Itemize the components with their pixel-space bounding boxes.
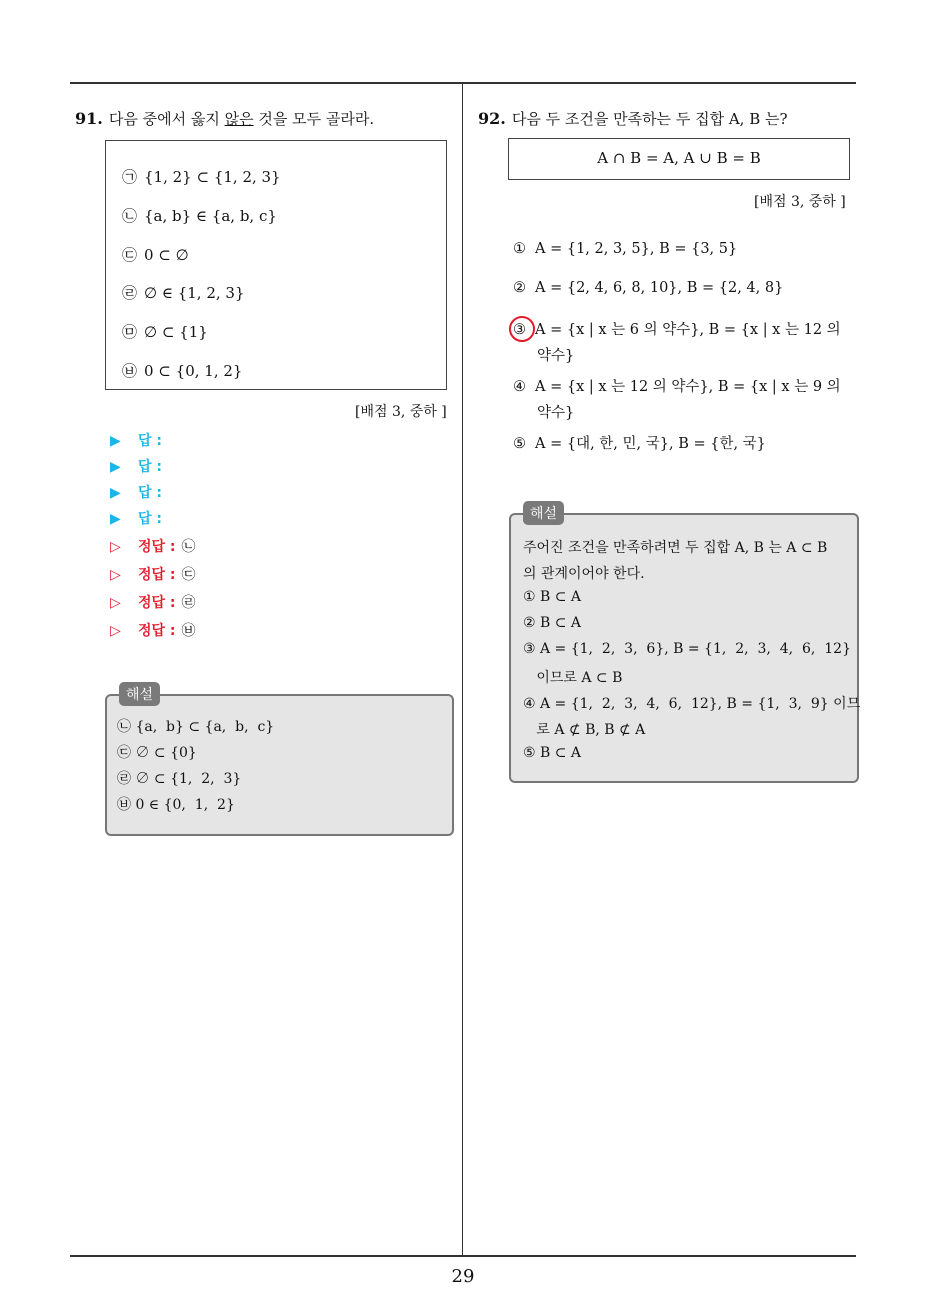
q91-solution-box — [105, 694, 454, 836]
answer-label: 답 : — [138, 433, 162, 449]
q92-prompt — [478, 108, 788, 129]
item-mark: ㉠ — [122, 168, 138, 186]
q92-solution-tag: 해설 — [523, 501, 564, 525]
q92-choice[interactable] — [513, 432, 766, 453]
selected-answer-circle-icon — [509, 316, 535, 342]
q91-items-box — [105, 140, 447, 390]
choice-mark: ⑤ — [513, 436, 526, 452]
q91-number: 91. — [75, 109, 103, 128]
solution-line: ⑤ B ⊂ A — [523, 745, 582, 761]
correct-value: ㉢ — [181, 567, 196, 583]
solution-line: 이므로 A ⊂ B — [523, 670, 623, 686]
answer-label: 답 : — [138, 459, 162, 475]
q91-prompt-before: 다음 중에서 옳지 — [108, 110, 225, 128]
choice-mark: ② — [513, 280, 526, 296]
q91-item — [122, 282, 245, 303]
item-text: {1, 2} ⊂ {1, 2, 3} — [144, 168, 281, 186]
correct-label: 정답 : — [138, 567, 176, 583]
choice-text: A = {1, 2, 3, 5}, B = {3, 5} — [535, 241, 738, 257]
answer-label: 답 : — [138, 511, 162, 527]
answer-row[interactable] — [110, 456, 168, 476]
choice-mark: ④ — [513, 379, 526, 395]
item-text: {a, b} ∈ {a, b, c} — [144, 207, 277, 225]
q92-condition: A ∩ B = A, A ∪ B = B — [597, 149, 761, 167]
bottom-rule — [70, 1255, 856, 1257]
solution-line: ② B ⊂ A — [523, 615, 582, 631]
correct-answer-row — [110, 592, 196, 612]
solution-line: ㉡ {a, b} ⊂ {a, b, c} — [117, 719, 275, 735]
item-mark: ㉥ — [122, 362, 138, 380]
q91-item — [122, 244, 189, 265]
top-rule — [70, 82, 856, 84]
q91-item — [122, 360, 242, 381]
outline-triangle-icon: ▷ — [110, 595, 121, 611]
correct-answer-row — [110, 620, 196, 640]
play-triangle-icon: ▶ — [110, 433, 121, 449]
play-triangle-icon: ▶ — [110, 485, 121, 501]
item-mark: ㉤ — [122, 323, 138, 341]
item-text: 0 ⊂ {0, 1, 2} — [144, 362, 243, 380]
q92-choice-continuation: 약수} — [537, 405, 575, 421]
q91-item — [122, 166, 281, 187]
solution-line: 주어진 조건을 만족하려면 두 집합 A, B 는 A ⊂ B — [523, 540, 828, 556]
q91-solution-tag: 해설 — [119, 682, 160, 706]
q91-prompt-underlined: 않은 — [224, 110, 254, 128]
q92-prompt-text: 다음 두 조건을 만족하는 두 집합 A, B 는? — [511, 110, 788, 128]
item-mark: ㉣ — [122, 284, 138, 302]
answer-row[interactable] — [110, 430, 168, 450]
solution-line: ① B ⊂ A — [523, 589, 582, 605]
answer-row[interactable] — [110, 508, 168, 528]
choice-text: A = {x | x 는 12 의 약수}, B = {x | x 는 9 의 — [535, 379, 841, 395]
choice-mark: ① — [513, 241, 526, 257]
q92-choice[interactable] — [513, 241, 737, 257]
q91-item — [122, 205, 277, 226]
correct-answer-row — [110, 564, 196, 584]
solution-line: 로 A ⊄ B, B ⊄ A — [523, 722, 646, 738]
outline-triangle-icon: ▷ — [110, 539, 121, 555]
q92-number: 92. — [478, 109, 506, 128]
solution-line: ④ A = {1, 2, 3, 4, 6, 12}, B = {1, 3, 9} 이므 — [523, 696, 861, 712]
play-triangle-icon: ▶ — [110, 511, 121, 527]
outline-triangle-icon: ▷ — [110, 623, 121, 639]
q92-choice[interactable] — [513, 318, 841, 339]
item-text: 0 ⊂ ∅ — [144, 246, 189, 264]
q91-prompt — [75, 108, 374, 129]
correct-label: 정답 : — [138, 595, 176, 611]
solution-line: ㉥ 0 ∈ {0, 1, 2} — [117, 797, 235, 813]
choice-mark: ③ — [513, 322, 526, 338]
q92-choice-continuation: 약수} — [537, 348, 575, 364]
page-number: 29 — [451, 1266, 475, 1287]
answer-row[interactable] — [110, 482, 168, 502]
q92-score: [배점 3, 중하 ] — [754, 194, 846, 210]
q92-condition-box — [508, 138, 850, 180]
solution-line: ③ A = {1, 2, 3, 6}, B = {1, 2, 3, 4, 6, 12} — [523, 641, 851, 657]
solution-line: 의 관계이어야 한다. — [523, 566, 645, 582]
correct-label: 정답 : — [138, 539, 176, 555]
q91-score: [배점 3, 중하 ] — [355, 404, 447, 420]
q92-choice[interactable] — [513, 375, 841, 396]
answer-label: 답 : — [138, 485, 162, 501]
play-triangle-icon: ▶ — [110, 459, 121, 475]
choice-text: A = {x | x 는 6 의 약수}, B = {x | x 는 12 의 — [535, 322, 841, 338]
q92-solution-box — [509, 513, 859, 783]
q91-prompt-after: 것을 모두 골라라. — [253, 110, 375, 128]
q91-item — [122, 321, 208, 342]
item-mark: ㉢ — [122, 246, 138, 264]
solution-line: ㉣ ∅ ⊂ {1, 2, 3} — [117, 771, 242, 787]
column-divider — [462, 84, 463, 1256]
correct-label: 정답 : — [138, 623, 176, 639]
solution-line: ㉢ ∅ ⊂ {0} — [117, 745, 197, 761]
correct-value: ㉥ — [181, 623, 196, 639]
choice-text: A = {2, 4, 6, 8, 10}, B = {2, 4, 8} — [535, 280, 784, 296]
correct-answer-row — [110, 536, 196, 556]
correct-value: ㉡ — [181, 539, 196, 555]
outline-triangle-icon: ▷ — [110, 567, 121, 583]
item-mark: ㉡ — [122, 207, 138, 225]
correct-value: ㉣ — [181, 595, 196, 611]
q92-choice[interactable] — [513, 280, 783, 296]
item-text: ∅ ∈ {1, 2, 3} — [144, 284, 245, 302]
choice-text: A = {대, 한, 민, 국}, B = {한, 국} — [535, 436, 766, 452]
item-text: ∅ ⊂ {1} — [144, 323, 208, 341]
